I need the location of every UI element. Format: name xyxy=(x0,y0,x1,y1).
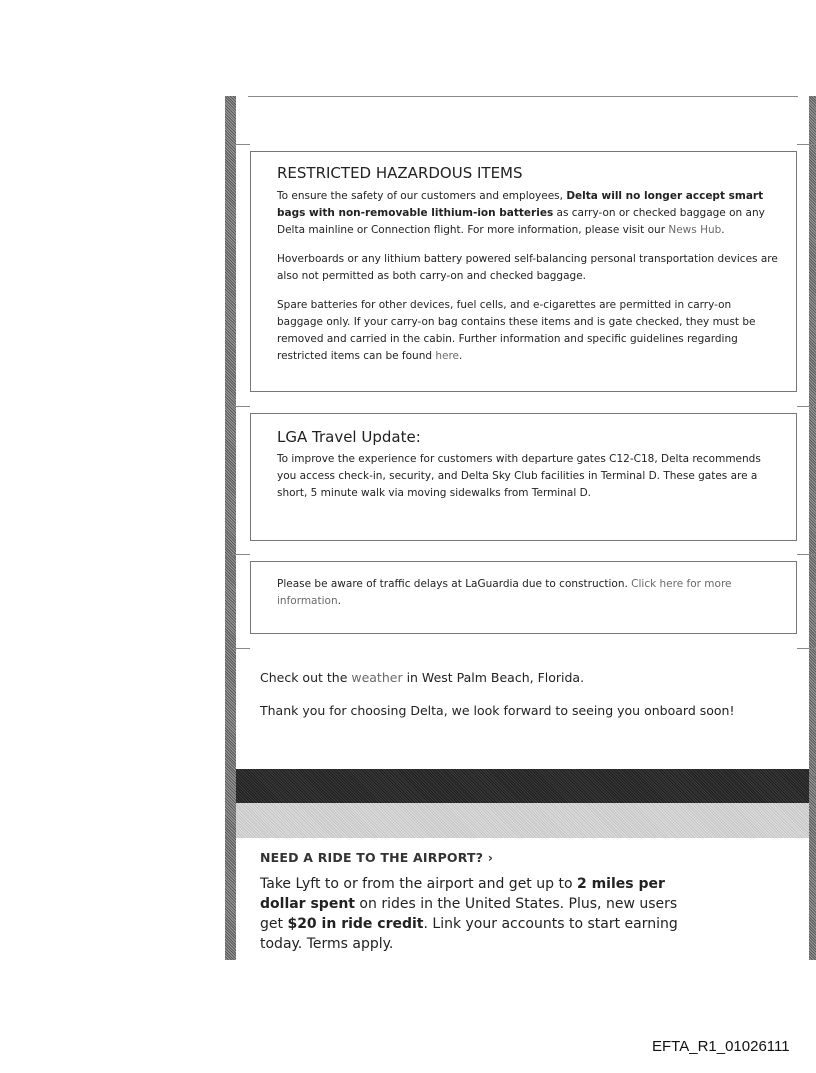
lyft-text-2: on rides in the United States. Plus, new users get xyxy=(260,896,678,932)
weather-text-2: in West Palm Beach, Florida. xyxy=(402,670,585,685)
news-hub-link[interactable]: News Hub xyxy=(668,224,722,236)
traffic-info-link[interactable]: Click here for more information xyxy=(277,578,732,607)
lyft-text-1: Take Lyft to or from the airport and get up to xyxy=(260,876,577,892)
lyft-bold-credit: $20 in ride credit xyxy=(287,916,424,932)
tick-right xyxy=(797,406,816,407)
left-frame-border xyxy=(225,96,236,960)
hazardous-paragraph-2: Hoverboards or any lithium battery powered self-balancing personal transportation devices are also not permitted as both carry-on and checked baggage. xyxy=(277,253,778,282)
hazardous-paragraph-1 xyxy=(277,188,780,239)
gray-separator-bar xyxy=(236,803,809,838)
hazardous-p1-text-2: as carry-on or checked baggage on any Delta mainline or Connection flight. For more information, please visit our xyxy=(277,207,765,236)
hazardous-paragraph-3 xyxy=(277,297,780,365)
lga-update-body: To improve the experience for customers with departure gates C12-C18, Delta recommends you access check-in, security, and Delta Sky Club facilities in Terminal D. These gates are a short, 5 minute walk via moving sidewalks from Terminal D. xyxy=(277,453,761,499)
hazardous-p1-text: To ensure the safety of our customers and employees, xyxy=(277,190,567,202)
hazardous-p3-end: . xyxy=(459,350,463,362)
document-id: EFTA_R1_01026111 xyxy=(652,1038,790,1055)
tick-left xyxy=(232,406,250,407)
lyft-bold-miles: 2 miles per dollar spent xyxy=(260,876,665,912)
hazardous-p3-text: Spare batteries for other devices, fuel cells, and e-cigarettes are permitted in carry-on baggage only. If your carry-on bag contains these items and is gate checked, they must be removed and carried in the cabin. Further information and specific guidelines regarding restricted items can be found xyxy=(277,299,756,362)
tick-right xyxy=(797,648,816,649)
ride-to-airport-link[interactable]: NEED A RIDE TO THE AIRPORT? › xyxy=(260,850,494,865)
hazardous-items-title: RESTRICTED HAZARDOUS ITEMS xyxy=(277,164,523,182)
weather-text: Check out the xyxy=(260,670,352,685)
dark-separator-bar xyxy=(236,769,809,803)
tick-left xyxy=(232,554,250,555)
right-frame-border xyxy=(809,96,816,960)
lga-travel-update-notice xyxy=(250,413,797,541)
lyft-promo-text xyxy=(260,874,680,954)
traffic-delay-text xyxy=(277,576,780,610)
lga-update-title: LGA Travel Update: xyxy=(277,428,421,446)
lyft-text-3: . Link your accounts to start earning today. Terms apply. xyxy=(260,916,678,952)
hazardous-p1-end: . xyxy=(721,224,725,236)
weather-line xyxy=(260,670,584,685)
tick-right xyxy=(797,554,816,555)
hazardous-p1-bold: Delta will no longer accept smart bags with non-removable lithium-ion batteries xyxy=(277,190,764,219)
traffic-text: Please be aware of traffic delays at LaGuardia due to construction. xyxy=(277,578,632,590)
thank-you-line: Thank you for choosing Delta, we look forward to seeing you onboard soon! xyxy=(260,703,735,718)
tick-left xyxy=(232,648,250,649)
top-divider xyxy=(248,96,798,97)
hazardous-items-notice xyxy=(250,151,797,392)
traffic-end: . xyxy=(337,595,341,607)
restricted-items-here-link[interactable]: here xyxy=(435,350,460,362)
weather-link[interactable]: weather xyxy=(351,670,403,685)
tick-left xyxy=(232,144,250,145)
traffic-delay-notice xyxy=(250,561,797,634)
tick-right xyxy=(797,144,816,145)
